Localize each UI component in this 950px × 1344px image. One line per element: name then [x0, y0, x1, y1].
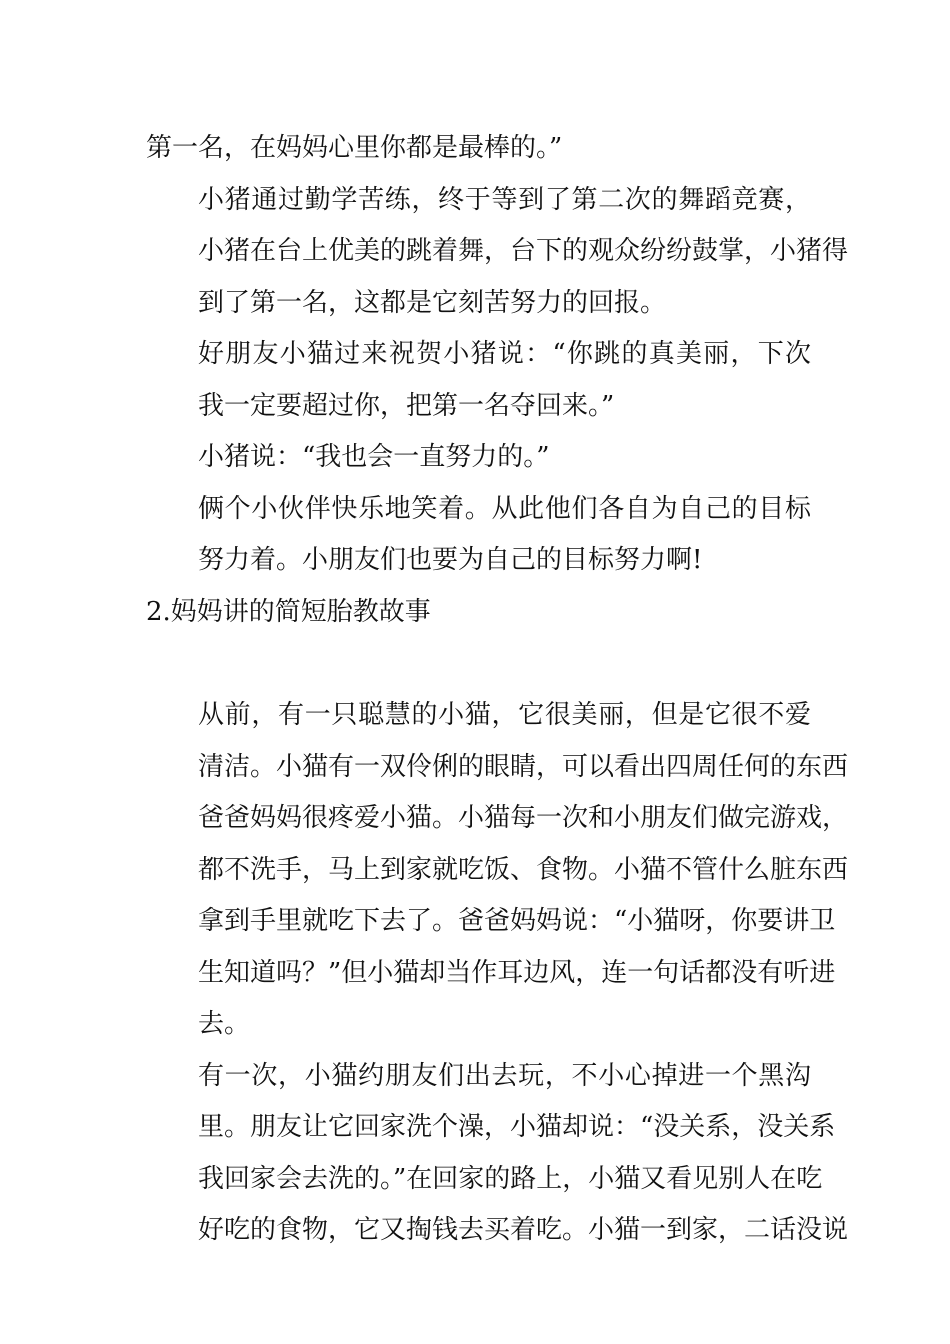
text-line: 我一定要超过你，把第一名夺回来。”	[198, 390, 615, 421]
paragraph-6	[146, 690, 849, 1051]
text-line: 小猪在台上优美的跳着舞，台下的观众纷纷鼓掌，小猪得	[198, 236, 849, 266]
paragraph-4	[146, 432, 811, 484]
text-line: 去。	[198, 1009, 251, 1039]
document-body	[146, 123, 849, 1257]
text-line: 生知道吗？”但小猫却当作耳边风，连一句话都没有听进	[198, 957, 836, 988]
text-line: 里。朋友让它回家洗个澡，小猫却说：“没关系，没关系	[198, 1112, 836, 1142]
text-line: 第一名，在妈妈心里你都是最棒的。”	[146, 133, 563, 163]
text-line: 有一次，小猫约朋友们出去玩，不小心掉进一个黑沟	[198, 1060, 811, 1091]
text-line: 拿到手里就吃下去了。爸爸妈妈说：“小猫呀，你要讲卫	[198, 906, 836, 936]
text-line: 从前，有一只聪慧的小猫，它很美丽，但是它很不爱	[198, 700, 811, 730]
text-line: 清洁。小猫有一双伶俐的眼睛，可以看出四周任何的东西	[198, 751, 849, 782]
paragraph-5	[146, 484, 811, 587]
text-line: 俩个小伙伴快乐地笑着。从此他们各自为自己的目标	[198, 493, 811, 524]
text-line: 努力着。小朋友们也要为自己的目标努力啊!	[198, 545, 703, 575]
paragraph-3	[146, 329, 811, 432]
section-heading: 2.妈妈讲的简短胎教故事	[146, 596, 431, 627]
text-line: 爸爸妈妈很疼爱小猫。小猫每一次和小朋友们做完游戏，	[198, 803, 849, 833]
text-line: 都不洗手，马上到家就吃饭、食物。小猫不管什么脏东西	[198, 854, 849, 885]
text-line: 到了第一名，这都是它刻苦努力的回报。	[198, 287, 667, 318]
text-line: 小猪通过勤学苦练，终于等到了第二次的舞蹈竞赛，	[198, 184, 811, 215]
text-line: 好朋友小猫过来祝贺小猪说：“你跳的真美丽，下次	[198, 339, 811, 369]
paragraph-1	[146, 123, 811, 175]
text-line: 小猪说：“我也会一直努力的。”	[198, 442, 550, 472]
text-line: 好吃的食物，它又掏钱去买着吃。小猫一到家，二话没说	[198, 1215, 849, 1245]
paragraph-7	[146, 1051, 849, 1257]
paragraph-2	[146, 175, 849, 330]
blank-line	[146, 638, 811, 690]
text-line: 我回家会去洗的。”在回家的路上，小猫又看见别人在吃	[198, 1163, 823, 1194]
